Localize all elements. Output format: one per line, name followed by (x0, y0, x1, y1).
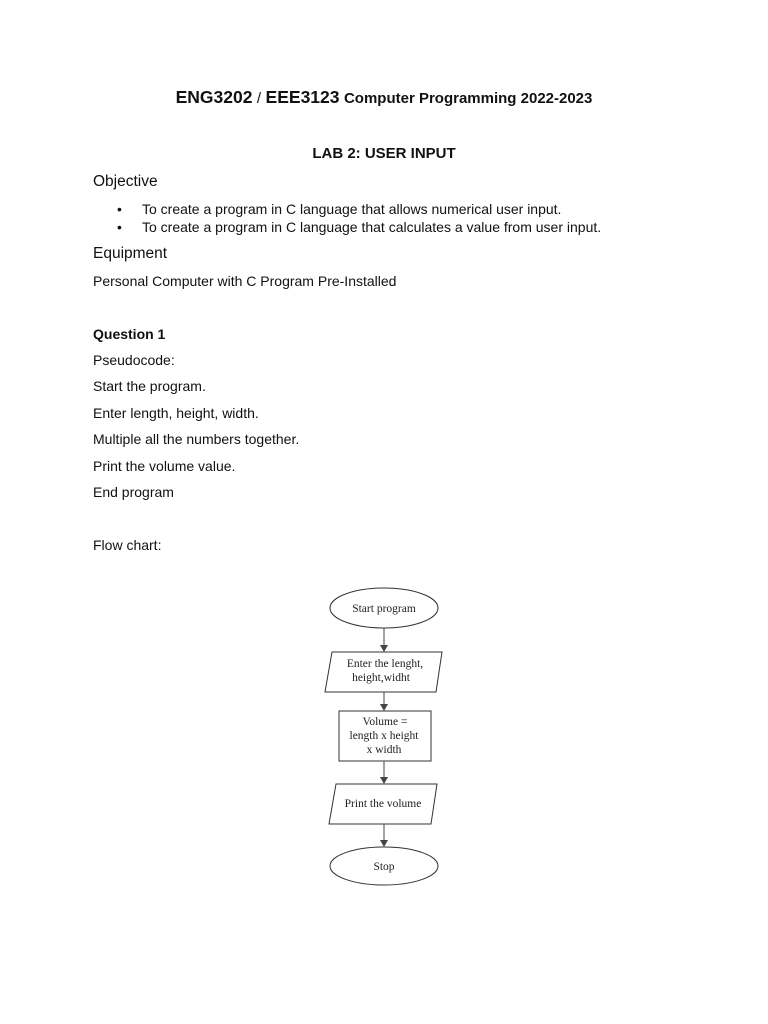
equipment-text: Personal Computer with C Program Pre-Installed (93, 273, 397, 289)
bullet-icon: • (117, 201, 122, 217)
equipment-heading: Equipment (93, 245, 168, 262)
pseudocode-step-4: Print the volume value. (93, 458, 236, 474)
objective-heading: Objective (93, 173, 158, 190)
course-code-1: ENG3202 (175, 87, 253, 107)
process-label-line2: length x height (349, 730, 419, 742)
title-separator: / (256, 90, 262, 107)
process-label-line3: x width (366, 744, 402, 756)
course-name: Computer Programming 2022-2023 (343, 90, 593, 107)
pseudocode-label: Pseudocode: (93, 352, 175, 368)
pseudocode-step-3: Multiple all the numbers together. (93, 431, 300, 447)
stop-label: Stop (373, 861, 395, 873)
input-label-line2: height,widht (352, 672, 410, 684)
lab-title: LAB 2: USER INPUT (312, 145, 456, 162)
objective-item-1: To create a program in C language that allows numerical user input. (142, 201, 562, 217)
pseudocode-step-2: Enter length, height, width. (93, 405, 259, 421)
flowchart-label: Flow chart: (93, 537, 162, 553)
pseudocode-step-1: Start the program. (93, 378, 206, 394)
input-label-line1: Enter the lenght, (346, 658, 424, 670)
pseudocode-step-5: End program (93, 484, 174, 500)
bullet-icon: • (117, 218, 122, 235)
process-label-line1: Volume = (362, 716, 408, 728)
question-heading: Question 1 (93, 326, 166, 342)
course-code-2: EEE3123 (265, 87, 340, 107)
start-label: Start program (352, 603, 416, 615)
objective-item-2: To create a program in C language that calculates a value from user input. (142, 218, 602, 235)
output-label: Print the volume (344, 798, 422, 810)
